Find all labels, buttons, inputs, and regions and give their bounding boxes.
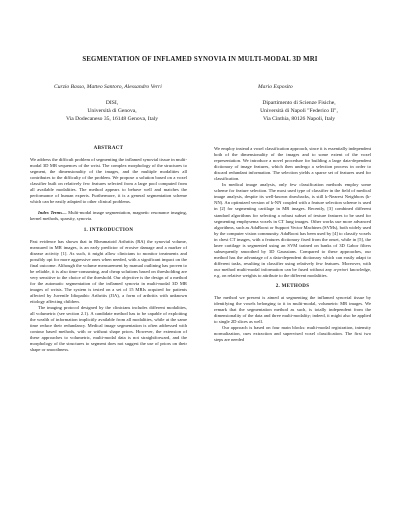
intro-paragraph-2: The imaging protocol designed by the clinicians includes different modalities, all volumetric (see section 2.1). A candidate method has to be capable of exploiting the wealth of information implicitly available from all modalities, while at the same time reduce their redundancy. Medical image segmentation is often addressed with contour based methods, with or without shape priors. However, the extension of these approaches to volumetric, multi-modal data is not straightforward, and the morphology of the structures to segment does not suggest the use of priors on their shape or smoothness.	[30, 305, 187, 353]
methods-paragraph-1: The method we present is aimed at segmenting the inflamed synovial tissue by identifying the voxels belonging to it in multi-modal, volumetric MR images. We remark that the segmentation method as such, is totally independent from the dimensionality of the data and three multi-modality; indeed, it might also be applied to single 2D slices as well.	[214, 295, 371, 325]
abstract-heading: ABSTRACT	[93, 146, 124, 151]
affiliation-right-line: Via Cinthia, 80126 Napoli, Italy	[262, 115, 336, 122]
a-priori-term: a-priori	[333, 266, 349, 272]
affiliation-right	[224, 100, 374, 123]
abstract-text: We address the difficult problem of segmenting the inflamed synovial tissue in multi-modal 3D MR sequences of the wrist. The complex morphology of the structures to segment, the dimensionality of the images, and the multiple modalities all contributes to the difficulty of the problem. We propose a solution based on a voxel classifier built on relatively few features selected from a large pool computed from all available modalities. The method appears to behave well and matches the performance of human experts. Furthermore, it is a general segmentation scheme which can be easily adapted to other clinical problems.	[30, 157, 187, 205]
affiliation-left	[42, 100, 182, 123]
affiliation-left-line: Università di Genova,	[87, 107, 137, 114]
affiliation-left-line: Via Dodecaneso 35, 16148 Genova, Italy	[65, 115, 159, 122]
index-terms-text: Multi-modal image segmentation, magnetic resonance imaging, kernel methods, sparsity, synovia.	[30, 210, 187, 222]
right-column	[214, 146, 371, 343]
right-paragraph-2b: knowledge, e.g. on relative weights to attribute to the different modalities.	[214, 266, 372, 278]
affiliation-right-line: Università di Napoli "Federico II",	[260, 107, 338, 114]
methods-heading: 2. METHODS	[275, 284, 310, 290]
right-paragraph-1: We employ instead a voxel classification approach, since it is essentially independent both of the dimensionality of the images and to some extent of the voxel representation. We introduce a novel procedure for building a large data-dependent dictionary of image features, which then undergo a selection process in order to discard redundant information. The selection yields a sparse set of features used for classification.	[214, 146, 371, 182]
index-terms-label: Index Terms—	[38, 210, 67, 216]
authors-left: Curzio Basso, Matteo Santoro, Alessandro Verri	[54, 84, 162, 90]
paper-title: SEGMENTATION OF INFLAMED SYNOVIA IN MULTI-MODAL 3D MRI	[82, 56, 318, 63]
affiliation-right-line: Dipartimento di Scienze Fisiche,	[262, 100, 336, 106]
methods-paragraph-2: Our approach is based on four main blocks: multi-modal registration, intensity normalization, cues extraction and supervised voxel classification. The first two steps are needed	[214, 325, 371, 343]
right-paragraph-2	[214, 182, 371, 279]
introduction-heading: 1. INTRODUCTION	[83, 227, 134, 233]
intro-paragraph-1: Past evidence has shown that in Rheumatoid Arthritis (RA) the synovial volume, measured in MR images, is an early predictor of erosive damage and a marker of disease activity [1]. As such, it might allow clinicians to monitor treatments and possibly opt for more aggressive ones when needed, with a significant impact on the final outcome. Although the volume measurement by manual outlining has proven to be reliable, it is also time-consuming, and cheap solutions based on thresholding are very sensitive to the choice of the threshold. Our objective is the design of a method for the automatic segmentation of the inflamed synovia in multi-modal 3D MR images of wrists. The system is tested on a set of 15 MRIs acquired for patients affected by Juvenile Idiopathic Arthritis (JIA), a form of arthritis with unknown etiology affecting children.	[30, 238, 187, 305]
left-column	[30, 146, 187, 353]
right-paragraph-2a: In medical image analysis, only few classification methods employ some scheme for feature selection. The most used type of classifier in the field of medical image analysis, despite its well-known drawbacks, is still k-Nearest Neighbors (k-NN). An optimized version of k-NN coupled with a feature selection scheme is used in [2] for segmenting cartilage in MR images. Recently, [3] combined different standard algorithms for selecting a robust subset of texture features to be used for segmenting emphysema voxels in CT lung images. Other works use more advanced algorithms, such as AdaBoost or Support Vector Machines (SVMs), both widely used by the computer vision community. AdaBoost has been used by [4] to classify voxels in chest CT images, with a features dictionary fixed from the onset, while in [5], the knee cartilage is segmented using an SVM trained on banks of 3D Gabor filters subsequently smoothed by 3D Gaussians. Compared to these approaches, our method has the advantage of a data-dependent dictionary which can easily adapt to different tasks, resulting in classifier using relatively few features. Moreover, with our method multi-modal information can be fused without any	[214, 182, 371, 272]
affiliation-left-line: DISI,	[105, 100, 119, 106]
authors-right: Mario Esposito	[258, 84, 293, 90]
index-terms	[30, 210, 187, 222]
